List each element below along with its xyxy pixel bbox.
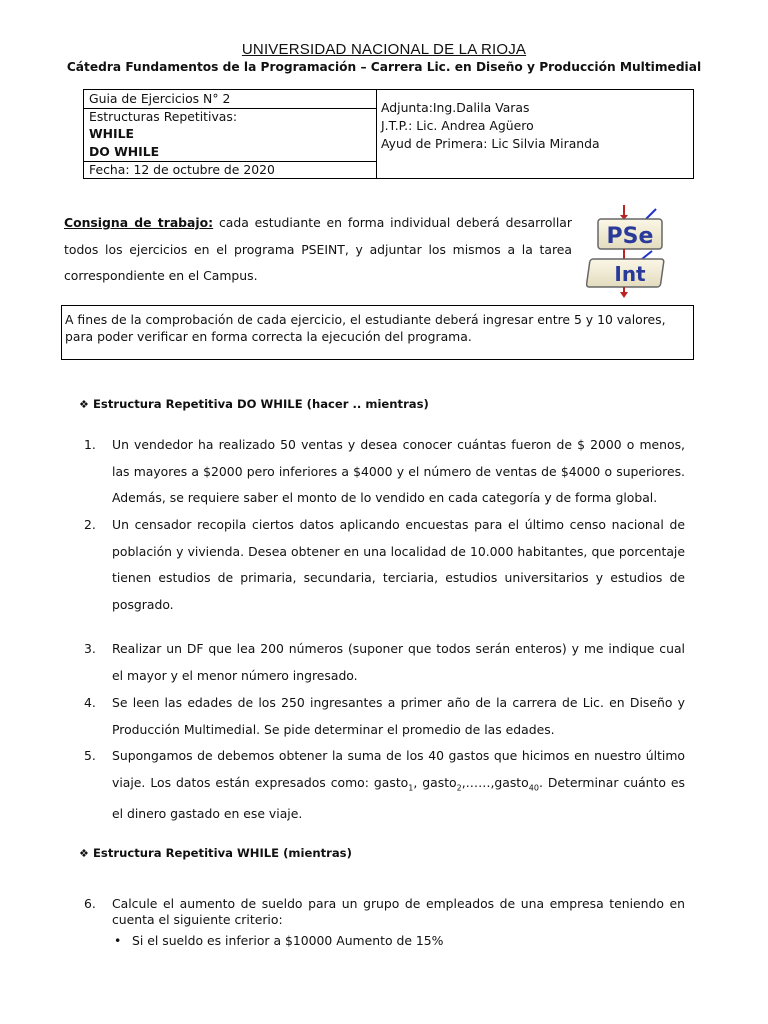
item-number: 3. <box>84 641 96 656</box>
item-text: Un vendedor ha realizado 50 ventas y desea conocer cuántas fueron de $ 2000 o menos, las mayores a $2000 pero inferiores a $4000 y el número de ventas de $4000 o superiores. Además, se requiere saber el monto de lo vendido en cada categoría y de forma global. <box>112 437 685 505</box>
bullet-diamond-icon: ❖ <box>79 847 89 860</box>
info-table <box>83 89 694 179</box>
list-item <box>84 743 685 828</box>
item-text: Un censador recopila ciertos datos aplicando encuestas para el último censo nacional de población y vivienda. Desea obtener en una localidad de 10.000 habitantes, que porcentaje tienen estudios de primaria, secundaria, terciaria, estudios universitarios y estudios de posgrado. <box>112 517 685 612</box>
bullet-item <box>114 933 443 948</box>
consigna-text: cada estudiante en forma individual deberá desarrollar todos los ejercicios en el programa PSEINT, y adjuntar los mismos a la tarea correspondiente en el Campus. <box>64 215 572 283</box>
item-number: 1. <box>84 437 96 452</box>
item-number: 4. <box>84 695 96 710</box>
list-item <box>84 690 685 743</box>
section-title: Estructura Repetitiva WHILE (mientras) <box>93 846 352 860</box>
guia-label: Guia de Ejercicios N° 2 <box>89 91 231 106</box>
pseint-logo-icon <box>586 203 678 299</box>
section-heading-while <box>79 846 352 860</box>
section-title: Estructura Repetitiva DO WHILE (hacer .. mientras) <box>93 397 429 411</box>
while-label: WHILE <box>89 126 135 141</box>
logo-bottom-text: Int <box>614 262 646 286</box>
item-text: Se leen las edades de los 250 ingresantes a primer año de la carrera de Lic. en Diseño y Producción Multimedial. Se pide determinar el promedio de las edades. <box>112 695 685 737</box>
jtp-label: J.T.P.: Lic. Andrea Agüero <box>381 118 534 133</box>
adjunta-label: Adjunta:Ing.Dalila Varas <box>381 100 530 115</box>
ayud-label: Ayud de Primera: Lic Silvia Miranda <box>381 136 600 151</box>
bullet-diamond-icon: ❖ <box>79 398 89 411</box>
university-title: UNIVERSIDAD NACIONAL DE LA RIOJA <box>241 41 527 58</box>
list-item <box>84 896 685 928</box>
bullet-dot-icon: • <box>114 933 122 948</box>
info-left-column <box>84 90 377 178</box>
note-box: A fines de la comprobación de cada ejercicio, el estudiante deberá ingresar entre 5 y 10 valores, para poder verificar en forma correcta la ejecución del programa. <box>61 305 694 360</box>
list-item <box>84 512 685 618</box>
bullet-text: Si el sueldo es inferior a $10000 Aumento de 15% <box>132 933 444 948</box>
list-item <box>84 432 685 512</box>
list-item <box>84 636 685 689</box>
fecha-label: Fecha: 12 de octubre de 2020 <box>89 162 275 177</box>
item-number: 2. <box>84 517 96 532</box>
estructuras-label: Estructuras Repetitivas: <box>89 109 238 124</box>
item-text: Calcule el aumento de sueldo para un grupo de empleados de una empresa teniendo en cuenta el siguiente criterio: <box>112 896 685 927</box>
item-text: Supongamos de debemos obtener la suma de los 40 gastos que hicimos en nuestro último viaje. Los datos están expresados como: gasto$_1$, gasto$_2$,……,gasto$_{40}$. Determinar cuánto es el dinero gastado en ese viaje. <box>112 748 686 822</box>
logo-top-text: PSe <box>606 224 654 249</box>
item-text: Realizar un DF que lea 200 números (suponer que todos serán enteros) y me indique cual el mayor y el menor número ingresado. <box>112 641 685 683</box>
do-while-label: DO WHILE <box>89 144 160 159</box>
section-heading-do-while <box>79 397 429 411</box>
consigna-label: Consigna de trabajo: <box>64 215 214 230</box>
item-number: 6. <box>84 896 96 911</box>
item-number: 5. <box>84 748 96 763</box>
catedra-subtitle: Cátedra Fundamentos de la Programación – Carrera Lic. en Diseño y Producción Multimedial <box>66 60 702 74</box>
consigna-paragraph <box>64 210 572 290</box>
